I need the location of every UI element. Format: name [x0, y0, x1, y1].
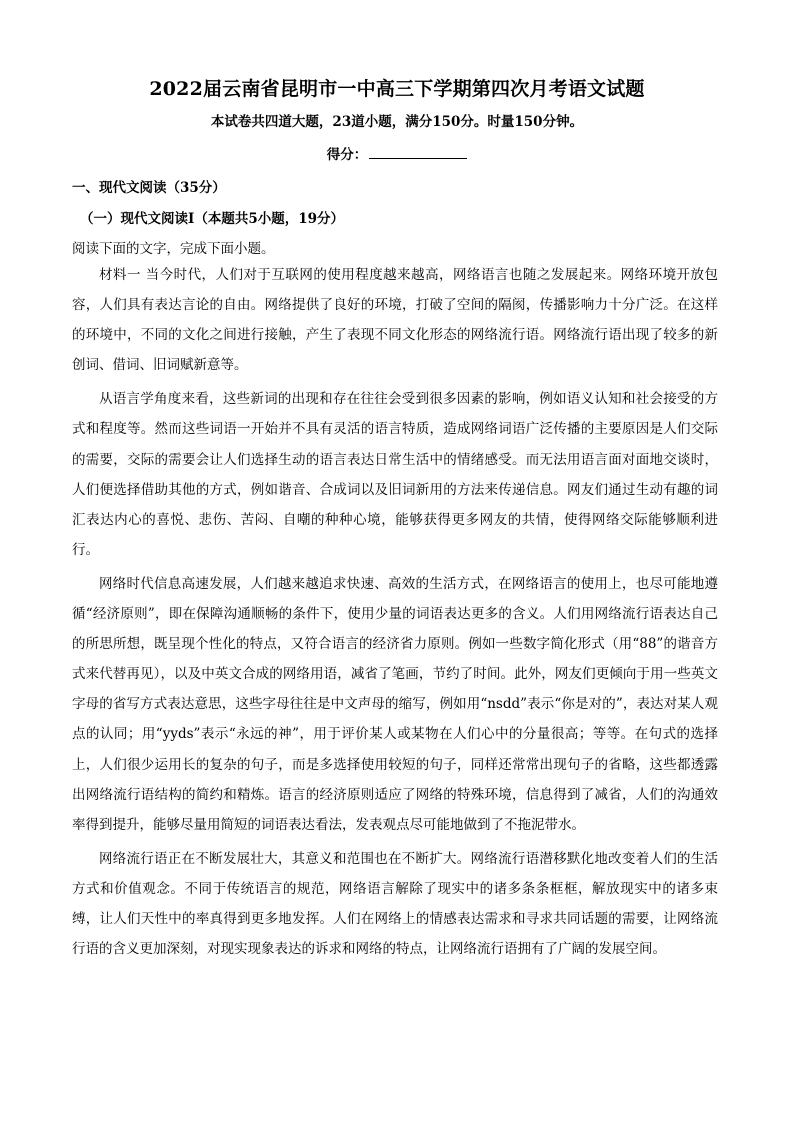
exam-info: 本试卷共四道大题，23道小题，满分150分。时量150分钟。 — [210, 114, 584, 130]
section-heading: 一、现代文阅读（35分） — [72, 180, 226, 196]
paragraph: 网络时代信息高速发展，人们越来越追求快速、高效的生活方式，在网络语言的使用上，也尽可能地遵循“经济原则”，即在保障沟通顺畅的条件下，使用少量的词语表达更多的含义。人们用网络流行语表达自己的所思所想，既呈现个性化的特点，又符合语言的经济省力原则。例如一些数字简化形式（用“88”的谐音方式来代替再见），以及中英文合成的网络用语，减省了笔画，节约了时间。此外，网友们更倾向于用一些英文字母的省写方式表达意思，这些字母往往是中文声母的缩写，例如用“nsdd”表示“你是对的”，表达对某人观点的认同；用“yyds”表示“永远的神”，用于评价某人或某物在人们心中的分量很高；等等。在句式的选择上，人们很少运用长的复杂的句子，而是多选择使用较短的句子，同样还常常出现句子的省略，这些都透露出网络流行语结构的简约和精炼。语言的经济原则适应了网络的特殊环境，信息得到了减省，人们的沟通效率得到提升，能够尽量用简短的词语表达看法，发表观点尽可能地做到了不拖泥带水。 — [72, 575, 718, 833]
paragraph: 从语言学角度来看，这些新词的出现和存在往往会受到很多因素的影响，例如语义认知和社会接受的方式和程度等。然而这些词语一开始并不具有灵活的语言特质，造成网络词语广泛传播的主要原因是人们交际的需要，交际的需要会让人们选择生动的语言表达日常生活中的情绪感受。而无法用语言面对面地交谈时，人们便选择借助其他的方式，例如谐音、合成词以及旧词新用的方法来传递信息。网友们通过生动有趣的词汇表达内心的喜悦、悲伤、苦闷、自嘲的种种心境，能够获得更多网友的共情，使得网络交际能够顺利进行。 — [72, 391, 718, 558]
score-blank — [369, 145, 467, 159]
paragraph: 网络流行语正在不断发展壮大，其意义和范围也在不断扩大。网络流行语潜移默化地改变着人们的生活方式和价值观念。不同于传统语言的规范，网络语言解除了现实中的诸多条条框框，解放现实中的诸多束缚，让人们天性中的率真得到更多地发挥。人们在网络上的情感表达需求和寻求共同话题的需要，让网络流行语的含义更加深刻，对现实现象表达的诉求和网络的特点，让网络流行语拥有了广阔的发展空间。 — [72, 850, 718, 958]
subsection-heading: （一）现代文阅读Ⅰ（本题共5小题，19分） — [80, 211, 344, 227]
score-label: 得分： — [326, 147, 368, 163]
page-title: 2022届云南省昆明市一中高三下学期第四次月考语文试题 — [149, 78, 645, 100]
reading-passage — [72, 260, 718, 964]
score-line — [0, 143, 794, 163]
reading-instruction: 阅读下面的文字，完成下面小题。 — [72, 241, 275, 257]
paragraph: 材料一 当今时代，人们对于互联网的使用程度越来越高，网络语言也随之发展起来。网络环境开放包容，人们具有表达言论的自由。网络提供了良好的环境，打破了空间的隔阂，传播影响力十分广泛。在这样的环境中，不同的文化之间进行接触，产生了表现不同文化形态的网络流行语。网络流行语出现了较多的新创词、借词、旧词赋新意等。 — [72, 267, 718, 374]
